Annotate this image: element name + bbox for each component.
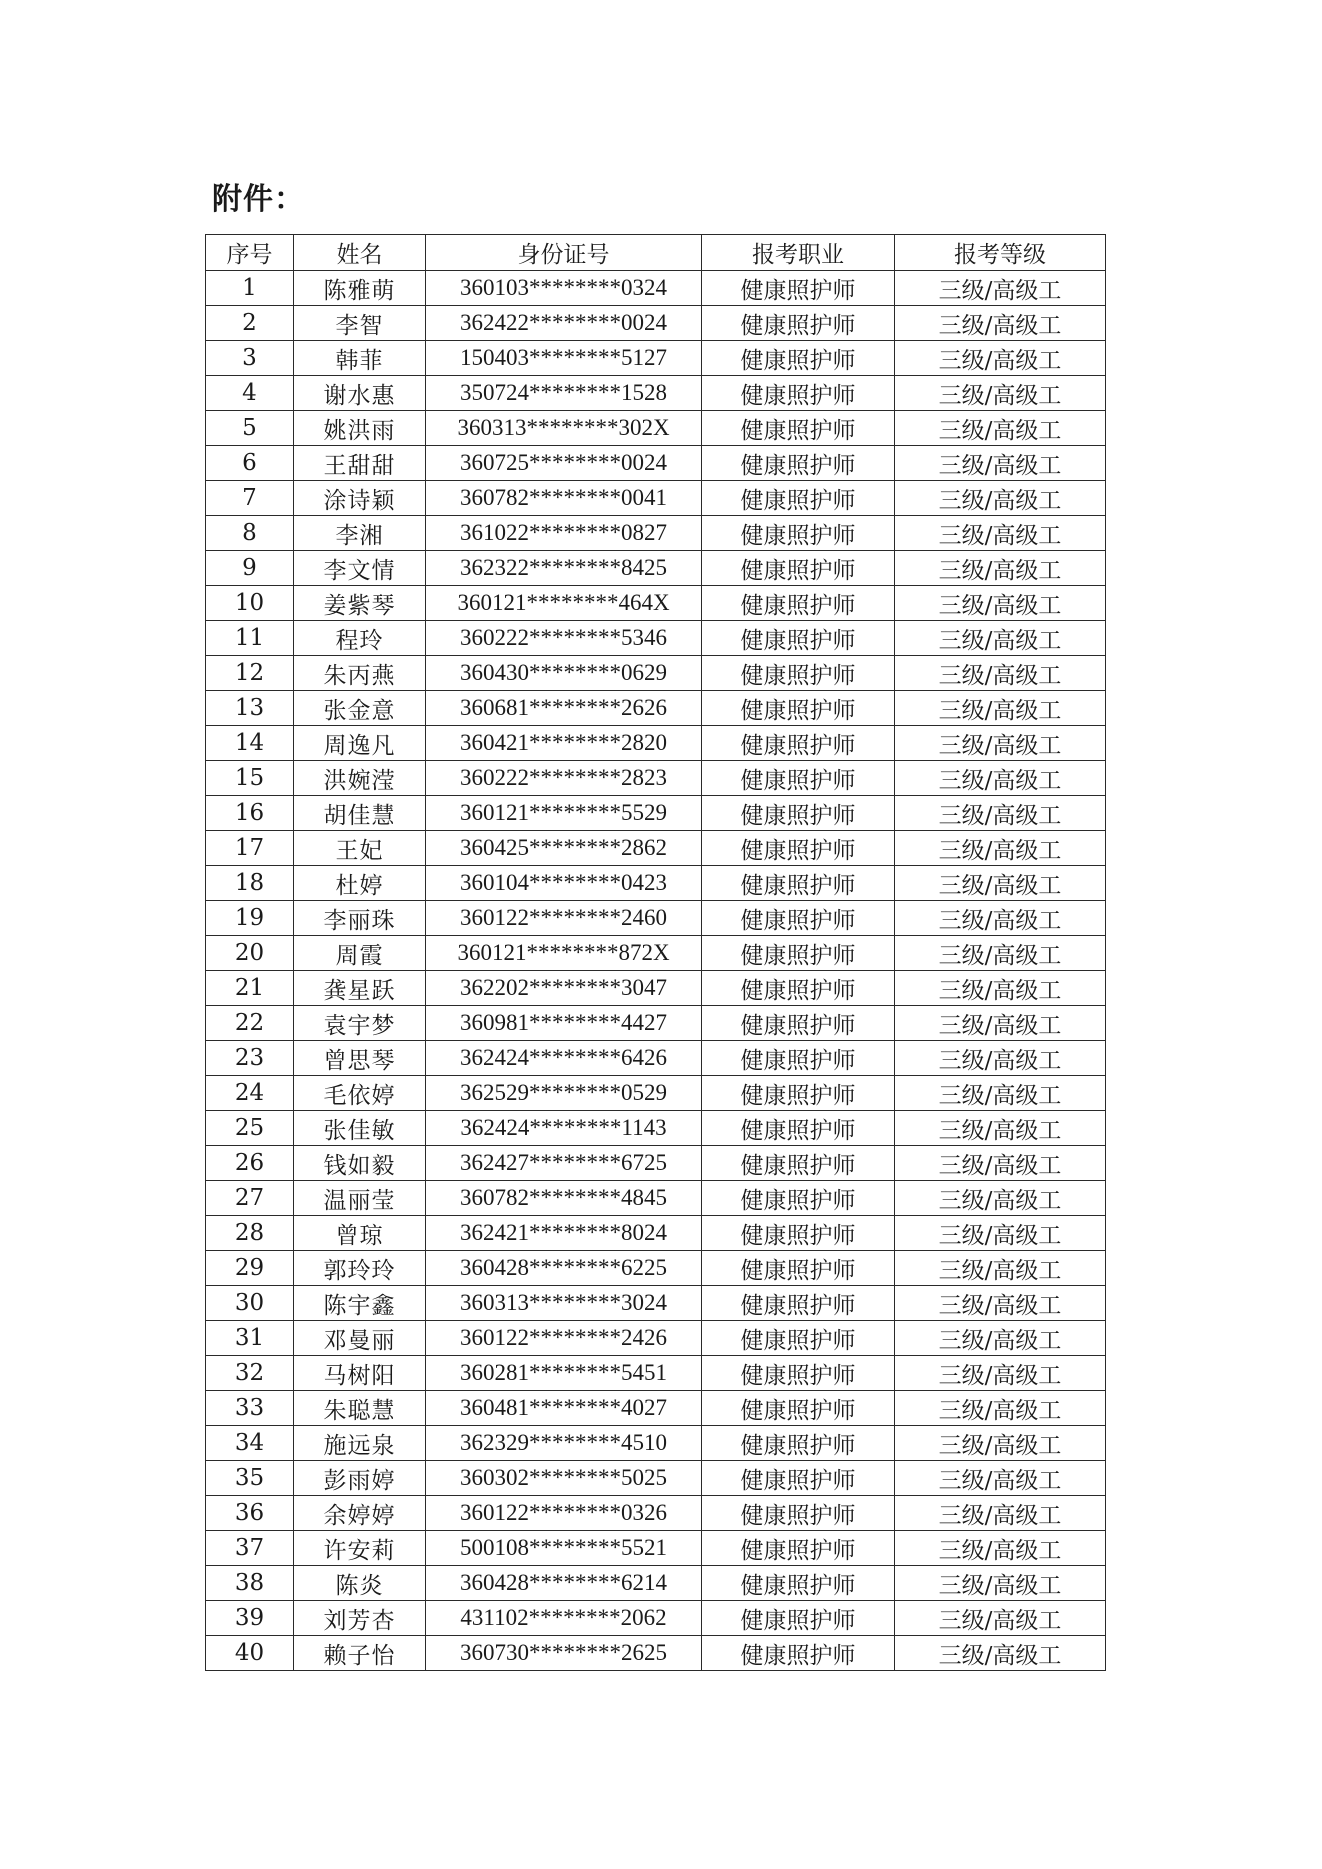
row-id-number: 431102********2062 [426,1601,702,1636]
row-index: 14 [206,726,294,761]
row-index: 12 [206,656,294,691]
table-row [206,446,1106,481]
row-name: 许安莉 [294,1531,426,1566]
row-occupation: 健康照护师 [702,831,895,866]
table-row [206,481,1106,516]
row-name: 洪婉滢 [294,761,426,796]
row-level: 三级/高级工 [895,516,1106,551]
row-id-number: 360981********4427 [426,1006,702,1041]
row-name: 张佳敏 [294,1111,426,1146]
table-row [206,1041,1106,1076]
row-id-number: 362421********8024 [426,1216,702,1251]
header-occupation: 报考职业 [702,235,895,271]
row-id-number: 360222********5346 [426,621,702,656]
row-index: 5 [206,411,294,446]
row-index: 8 [206,516,294,551]
row-index: 35 [206,1461,294,1496]
header-name: 姓名 [294,235,426,271]
row-occupation: 健康照护师 [702,1041,895,1076]
row-occupation: 健康照护师 [702,1601,895,1636]
row-occupation: 健康照护师 [702,271,895,306]
row-index: 4 [206,376,294,411]
row-name: 谢水惠 [294,376,426,411]
row-id-number: 360121********5529 [426,796,702,831]
roster-table [205,234,1106,1671]
row-index: 25 [206,1111,294,1146]
row-name: 曾思琴 [294,1041,426,1076]
table-row [206,656,1106,691]
row-index: 20 [206,936,294,971]
row-name: 毛依婷 [294,1076,426,1111]
row-level: 三级/高级工 [895,306,1106,341]
row-id-number: 360122********2460 [426,901,702,936]
table-row [206,586,1106,621]
table-row [206,1181,1106,1216]
row-level: 三级/高级工 [895,726,1106,761]
row-occupation: 健康照护师 [702,306,895,341]
header-row [206,235,1106,271]
row-name: 张金意 [294,691,426,726]
row-name: 涂诗颖 [294,481,426,516]
row-id-number: 362529********0529 [426,1076,702,1111]
row-occupation: 健康照护师 [702,1496,895,1531]
row-id-number: 360428********6225 [426,1251,702,1286]
row-index: 34 [206,1426,294,1461]
row-occupation: 健康照护师 [702,971,895,1006]
table-row [206,1601,1106,1636]
row-id-number: 360421********2820 [426,726,702,761]
row-occupation: 健康照护师 [702,1146,895,1181]
row-level: 三级/高级工 [895,1076,1106,1111]
row-id-number: 362427********6725 [426,1146,702,1181]
row-level: 三级/高级工 [895,1006,1106,1041]
header-level: 报考等级 [895,235,1106,271]
row-index: 30 [206,1286,294,1321]
row-level: 三级/高级工 [895,376,1106,411]
row-name: 钱如毅 [294,1146,426,1181]
row-index: 33 [206,1391,294,1426]
table-row [206,866,1106,901]
row-index: 18 [206,866,294,901]
table-row [206,936,1106,971]
row-id-number: 360681********2626 [426,691,702,726]
row-index: 31 [206,1321,294,1356]
row-name: 王妃 [294,831,426,866]
row-id-number: 360122********0326 [426,1496,702,1531]
row-id-number: 360782********4845 [426,1181,702,1216]
row-occupation: 健康照护师 [702,901,895,936]
table-row [206,971,1106,1006]
row-occupation: 健康照护师 [702,1461,895,1496]
row-name: 姜紫琴 [294,586,426,621]
page-title: 附件： [212,182,305,217]
row-occupation: 健康照护师 [702,551,895,586]
row-level: 三级/高级工 [895,866,1106,901]
row-index: 17 [206,831,294,866]
row-occupation: 健康照护师 [702,1321,895,1356]
row-name: 朱丙燕 [294,656,426,691]
row-level: 三级/高级工 [895,1636,1106,1671]
row-id-number: 360122********2426 [426,1321,702,1356]
table-row [206,1216,1106,1251]
row-occupation: 健康照护师 [702,376,895,411]
row-occupation: 健康照护师 [702,1566,895,1601]
row-level: 三级/高级工 [895,1321,1106,1356]
row-occupation: 健康照护师 [702,866,895,901]
row-id-number: 500108********5521 [426,1531,702,1566]
row-occupation: 健康照护师 [702,446,895,481]
table-row [206,1531,1106,1566]
row-level: 三级/高级工 [895,761,1106,796]
row-occupation: 健康照护师 [702,1531,895,1566]
row-level: 三级/高级工 [895,341,1106,376]
table-row [206,1636,1106,1671]
row-index: 40 [206,1636,294,1671]
row-id-number: 361022********0827 [426,516,702,551]
row-level: 三级/高级工 [895,1286,1106,1321]
row-id-number: 360281********5451 [426,1356,702,1391]
row-id-number: 362202********3047 [426,971,702,1006]
row-level: 三级/高级工 [895,691,1106,726]
table-row [206,376,1106,411]
row-occupation: 健康照护师 [702,1216,895,1251]
row-name: 郭玲玲 [294,1251,426,1286]
row-index: 22 [206,1006,294,1041]
row-level: 三级/高级工 [895,656,1106,691]
row-occupation: 健康照护师 [702,1006,895,1041]
row-level: 三级/高级工 [895,1531,1106,1566]
row-name: 余婷婷 [294,1496,426,1531]
row-level: 三级/高级工 [895,586,1106,621]
row-name: 马树阳 [294,1356,426,1391]
table-row [206,341,1106,376]
row-index: 26 [206,1146,294,1181]
row-occupation: 健康照护师 [702,516,895,551]
row-name: 周霞 [294,936,426,971]
row-id-number: 360103********0324 [426,271,702,306]
row-occupation: 健康照护师 [702,726,895,761]
row-level: 三级/高级工 [895,1426,1106,1461]
row-index: 27 [206,1181,294,1216]
row-occupation: 健康照护师 [702,936,895,971]
row-occupation: 健康照护师 [702,1356,895,1391]
row-level: 三级/高级工 [895,1041,1106,1076]
table-row [206,1426,1106,1461]
row-name: 朱聪慧 [294,1391,426,1426]
row-occupation: 健康照护师 [702,1181,895,1216]
table-row [206,551,1106,586]
row-occupation: 健康照护师 [702,1391,895,1426]
row-name: 程玲 [294,621,426,656]
row-level: 三级/高级工 [895,1496,1106,1531]
row-name: 胡佳慧 [294,796,426,831]
row-occupation: 健康照护师 [702,1111,895,1146]
row-index: 2 [206,306,294,341]
row-level: 三级/高级工 [895,1356,1106,1391]
table-row [206,1321,1106,1356]
row-occupation: 健康照护师 [702,1426,895,1461]
row-index: 3 [206,341,294,376]
row-name: 施远泉 [294,1426,426,1461]
row-level: 三级/高级工 [895,481,1106,516]
row-index: 7 [206,481,294,516]
row-occupation: 健康照护师 [702,761,895,796]
row-id-number: 360121********464X [426,586,702,621]
row-index: 19 [206,901,294,936]
row-index: 38 [206,1566,294,1601]
table-row [206,1146,1106,1181]
row-index: 9 [206,551,294,586]
row-level: 三级/高级工 [895,1391,1106,1426]
row-name: 彭雨婷 [294,1461,426,1496]
row-level: 三级/高级工 [895,1146,1106,1181]
row-level: 三级/高级工 [895,901,1106,936]
header-id-number: 身份证号 [426,235,702,271]
table-row [206,516,1106,551]
row-name: 陈宇鑫 [294,1286,426,1321]
row-id-number: 360725********0024 [426,446,702,481]
row-name: 赖子怡 [294,1636,426,1671]
row-id-number: 362322********8425 [426,551,702,586]
row-level: 三级/高级工 [895,1111,1106,1146]
table-row [206,1251,1106,1286]
row-level: 三级/高级工 [895,411,1106,446]
row-name: 杜婷 [294,866,426,901]
table-row [206,621,1106,656]
row-occupation: 健康照护师 [702,1251,895,1286]
row-name: 姚洪雨 [294,411,426,446]
table-row [206,1566,1106,1601]
row-id-number: 362424********1143 [426,1111,702,1146]
row-id-number: 360428********6214 [426,1566,702,1601]
row-id-number: 362422********0024 [426,306,702,341]
row-occupation: 健康照护师 [702,1286,895,1321]
table-row [206,1006,1106,1041]
table-row [206,1356,1106,1391]
row-occupation: 健康照护师 [702,621,895,656]
row-occupation: 健康照护师 [702,586,895,621]
row-id-number: 360302********5025 [426,1461,702,1496]
table-row [206,691,1106,726]
row-index: 16 [206,796,294,831]
row-id-number: 350724********1528 [426,376,702,411]
row-id-number: 360430********0629 [426,656,702,691]
table-row [206,1496,1106,1531]
row-id-number: 360104********0423 [426,866,702,901]
row-name: 周逸凡 [294,726,426,761]
row-id-number: 360481********4027 [426,1391,702,1426]
row-name: 邓曼丽 [294,1321,426,1356]
row-occupation: 健康照护师 [702,656,895,691]
row-index: 39 [206,1601,294,1636]
row-name: 王甜甜 [294,446,426,481]
table-row [206,726,1106,761]
row-index: 21 [206,971,294,1006]
roster-body [206,271,1106,1671]
row-occupation: 健康照护师 [702,796,895,831]
row-name: 李丽珠 [294,901,426,936]
row-level: 三级/高级工 [895,621,1106,656]
table-row [206,831,1106,866]
row-id-number: 362329********4510 [426,1426,702,1461]
row-index: 23 [206,1041,294,1076]
row-index: 15 [206,761,294,796]
row-occupation: 健康照护师 [702,1636,895,1671]
row-level: 三级/高级工 [895,971,1106,1006]
table-row [206,1391,1106,1426]
row-index: 11 [206,621,294,656]
row-name: 陈炎 [294,1566,426,1601]
row-name: 李湘 [294,516,426,551]
row-index: 37 [206,1531,294,1566]
table-row [206,1286,1106,1321]
table-row [206,411,1106,446]
row-index: 1 [206,271,294,306]
table-row [206,796,1106,831]
row-index: 32 [206,1356,294,1391]
table-row [206,1461,1106,1496]
table-row [206,306,1106,341]
row-occupation: 健康照护师 [702,481,895,516]
row-level: 三级/高级工 [895,1461,1106,1496]
row-name: 温丽莹 [294,1181,426,1216]
row-id-number: 360782********0041 [426,481,702,516]
row-name: 刘芳杏 [294,1601,426,1636]
row-name: 袁宇梦 [294,1006,426,1041]
row-occupation: 健康照护师 [702,691,895,726]
row-id-number: 360222********2823 [426,761,702,796]
row-name: 陈雅萌 [294,271,426,306]
row-index: 10 [206,586,294,621]
row-index: 29 [206,1251,294,1286]
row-name: 韩菲 [294,341,426,376]
table-row [206,761,1106,796]
row-occupation: 健康照护师 [702,341,895,376]
row-id-number: 362424********6426 [426,1041,702,1076]
row-level: 三级/高级工 [895,796,1106,831]
row-level: 三级/高级工 [895,446,1106,481]
row-id-number: 360313********3024 [426,1286,702,1321]
row-id-number: 360313********302X [426,411,702,446]
row-level: 三级/高级工 [895,831,1106,866]
table-row [206,271,1106,306]
row-level: 三级/高级工 [895,271,1106,306]
row-index: 28 [206,1216,294,1251]
row-occupation: 健康照护师 [702,1076,895,1111]
table-row [206,1076,1106,1111]
row-occupation: 健康照护师 [702,411,895,446]
row-level: 三级/高级工 [895,1251,1106,1286]
row-id-number: 360121********872X [426,936,702,971]
row-name: 龚星跃 [294,971,426,1006]
table-row [206,901,1106,936]
row-level: 三级/高级工 [895,1601,1106,1636]
header-index: 序号 [206,235,294,271]
row-index: 6 [206,446,294,481]
row-id-number: 360425********2862 [426,831,702,866]
row-index: 36 [206,1496,294,1531]
row-level: 三级/高级工 [895,1566,1106,1601]
table-row [206,1111,1106,1146]
row-name: 李文情 [294,551,426,586]
row-level: 三级/高级工 [895,1181,1106,1216]
row-index: 24 [206,1076,294,1111]
row-name: 曾琼 [294,1216,426,1251]
row-index: 13 [206,691,294,726]
row-id-number: 360730********2625 [426,1636,702,1671]
row-level: 三级/高级工 [895,936,1106,971]
row-name: 李智 [294,306,426,341]
row-level: 三级/高级工 [895,551,1106,586]
row-level: 三级/高级工 [895,1216,1106,1251]
row-id-number: 150403********5127 [426,341,702,376]
